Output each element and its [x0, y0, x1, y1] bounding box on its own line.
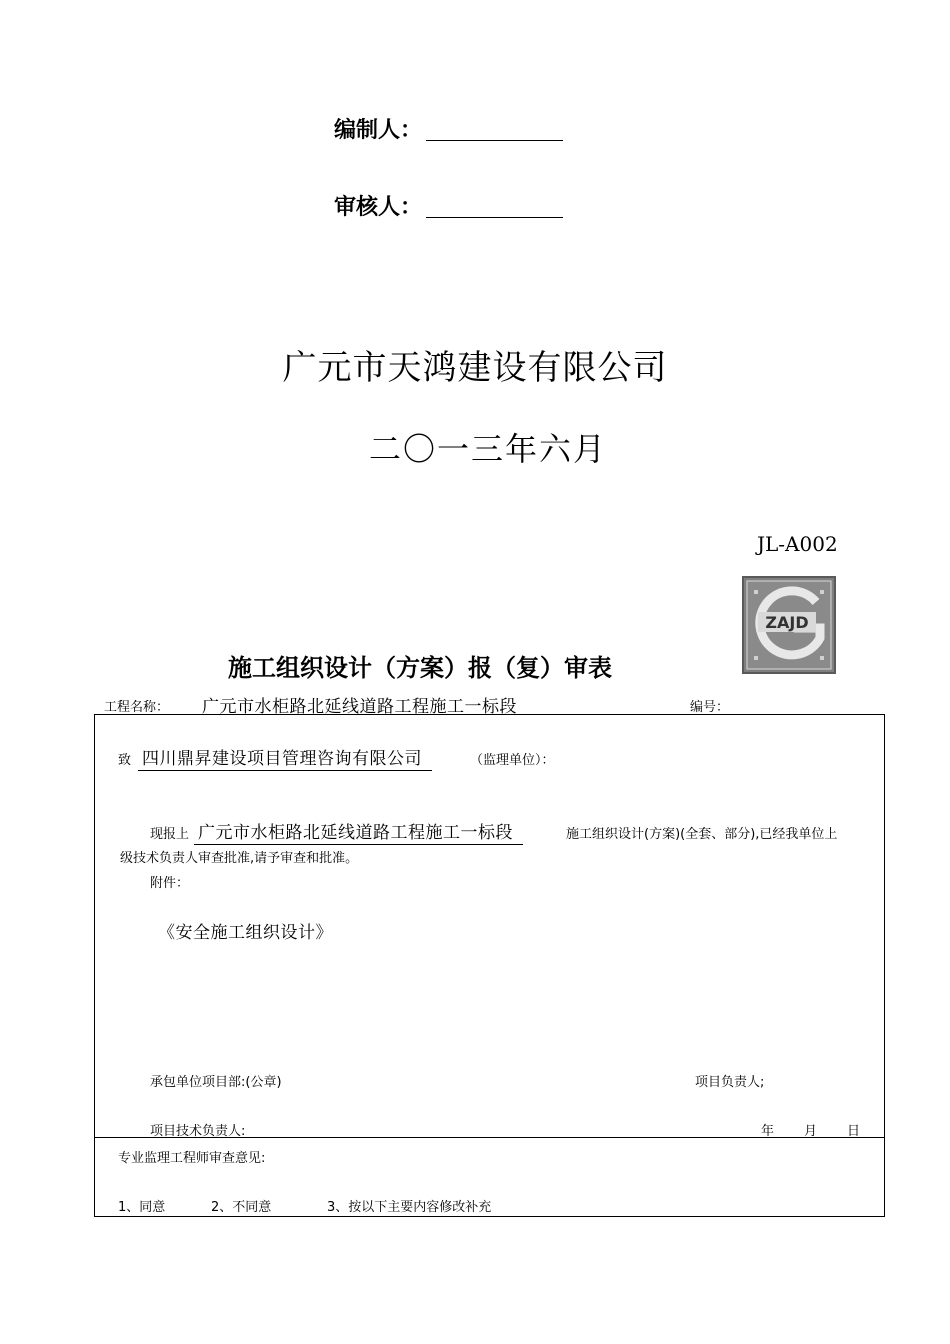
project-name-value: 广元市水柜路北延线道路工程施工一标段: [202, 697, 517, 717]
cover-date: 二〇一三年六月: [368, 430, 607, 468]
contractor-label: 承包单位项目部:(公章): [150, 1075, 282, 1090]
option-disagree: 2、不同意: [211, 1200, 272, 1215]
report-text-line-1: 施工组织设计(方案)(全套、部分),已经我单位上: [566, 827, 838, 842]
project-manager-label: 项目负责人;: [695, 1075, 765, 1090]
report-prefix: 现报上: [150, 827, 190, 842]
supervisor-unit-suffix: （监理单位）：: [470, 753, 555, 768]
attachment-label: 附件：: [150, 876, 190, 891]
compiler-label: 编制人：: [334, 118, 423, 143]
to-prefix: 致: [118, 753, 132, 768]
zajd-logo: [742, 576, 836, 674]
report-text-line-2: 级技术负责人审查批准,请予审查和批准。: [120, 851, 359, 866]
option-agree: 1、同意: [118, 1200, 166, 1215]
reviewer-label: 审核人：: [334, 195, 423, 220]
attachment-item: 《安全施工组织设计》: [158, 923, 333, 943]
company-name: 广元市天鸿建设有限公司: [282, 348, 668, 388]
tech-lead-label: 项目技术负责人:: [150, 1124, 246, 1139]
compiler-signature-line: [334, 113, 563, 144]
form-code: JL-A002: [757, 532, 838, 556]
date-month-label: 月: [804, 1124, 818, 1139]
engineer-opinion-label: 专业监理工程师审查意见:: [118, 1151, 266, 1166]
reviewer-signature-line: [334, 190, 563, 221]
svg-text:ZAJD: ZAJD: [765, 613, 809, 632]
date-year-label: 年: [761, 1124, 775, 1139]
project-name-label: 工程名称：: [104, 700, 170, 715]
supervisor-unit: 四川鼎昇建设项目管理咨询有限公司: [138, 744, 432, 771]
number-label: 编号：: [690, 700, 730, 715]
zajd-logo-icon: [744, 578, 834, 672]
option-revise: 3、按以下主要内容修改补充: [327, 1200, 492, 1215]
reviewer-blank: [426, 195, 563, 218]
report-project: 广元市水柜路北延线道路工程施工一标段: [194, 818, 523, 845]
form-table: [94, 714, 885, 1217]
date-day-label: 日: [847, 1124, 861, 1139]
compiler-blank: [426, 118, 563, 141]
form-title: 施工组织设计（方案）报（复）审表: [228, 654, 612, 682]
